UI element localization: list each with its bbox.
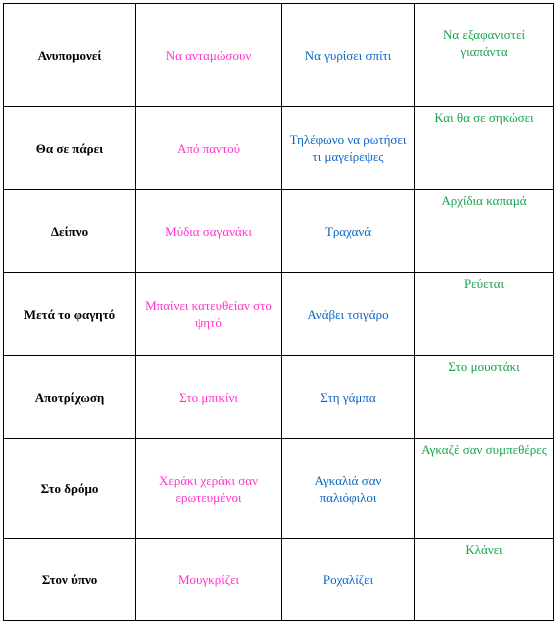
row-label: Στον ύπνο [4, 539, 136, 621]
green-cell: Αρχίδια καπαμά [415, 190, 554, 273]
pink-cell: Μύδια σαγανάκι [136, 190, 282, 273]
pink-cell: Να ανταμώσουν [136, 4, 282, 107]
green-cell: Κλάνει [415, 539, 554, 621]
table-row [4, 356, 554, 439]
pink-cell: Στο μπικίνι [136, 356, 282, 439]
row-label: Αποτρίχωση [4, 356, 136, 439]
green-cell: Ρεύεται [415, 273, 554, 356]
row-label: Στο δρόμο [4, 439, 136, 539]
blue-cell: Στη γάμπα [282, 356, 415, 439]
pink-cell: Χεράκι χεράκι σαν ερωτευμένοι [136, 439, 282, 539]
table-row [4, 190, 554, 273]
green-cell: Στο μουστάκι [415, 356, 554, 439]
table-row [4, 4, 554, 107]
blue-cell: Αγκαλιά σαν παλιόφιλοι [282, 439, 415, 539]
row-label: Δείπνο [4, 190, 136, 273]
blue-cell: Ροχαλίζει [282, 539, 415, 621]
green-cell: Να εξαφανιστεί γιαπάντα [415, 4, 554, 107]
table-row [4, 539, 554, 621]
comparison-table [3, 3, 554, 621]
row-label: Μετά το φαγητό [4, 273, 136, 356]
blue-cell: Τηλέφωνο να ρωτήσει τι μαγείρεψες [282, 107, 415, 190]
green-cell: Αγκαζέ σαν συμπεθέρες [415, 439, 554, 539]
blue-cell: Τραχανά [282, 190, 415, 273]
blue-cell: Ανάβει τσιγάρο [282, 273, 415, 356]
row-label: Θα σε πάρει [4, 107, 136, 190]
blue-cell: Να γυρίσει σπίτι [282, 4, 415, 107]
row-label: Ανυπομονεί [4, 4, 136, 107]
table-row [4, 107, 554, 190]
table-row [4, 439, 554, 539]
table-row [4, 273, 554, 356]
pink-cell: Από παντού [136, 107, 282, 190]
pink-cell: Μουγκρίζει [136, 539, 282, 621]
pink-cell: Μπαίνει κατευθείαν στο ψητό [136, 273, 282, 356]
green-cell: Και θα σε σηκώσει [415, 107, 554, 190]
